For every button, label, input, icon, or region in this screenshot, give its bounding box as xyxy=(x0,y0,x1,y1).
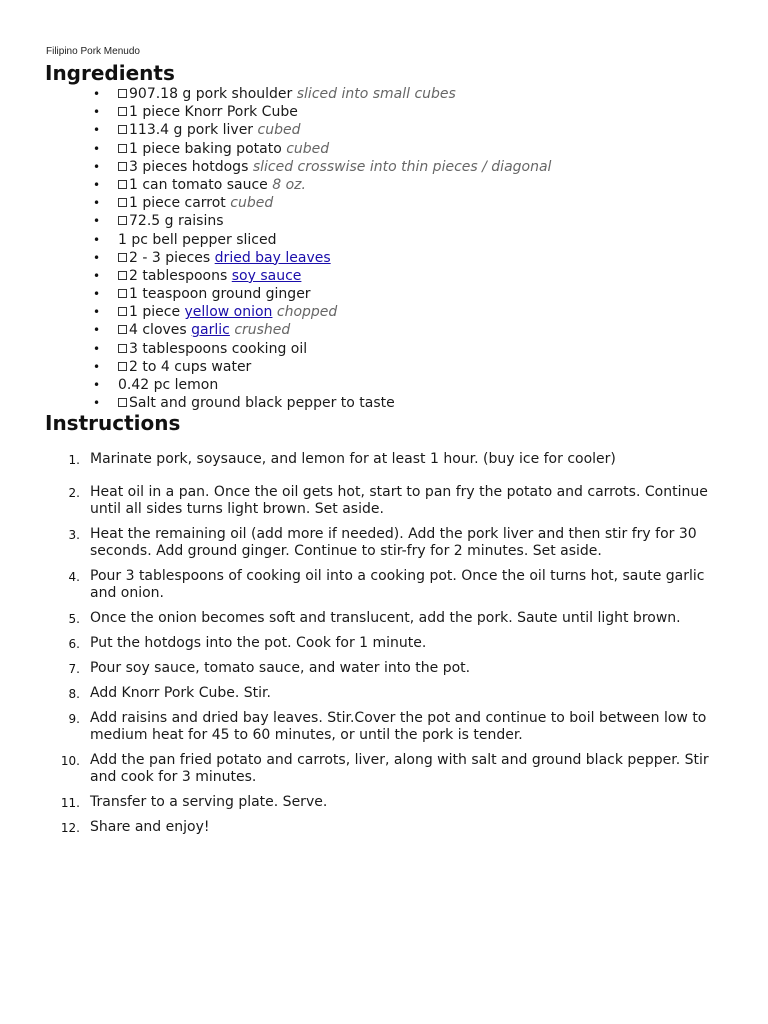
step-text: Put the hotdogs into the pot. Cook for 1 minute. xyxy=(90,635,427,651)
instruction-step xyxy=(0,635,768,652)
step-number: 8. xyxy=(68,687,80,701)
ingredient-text: 1 pc bell pepper sliced xyxy=(118,231,277,248)
step-text: Heat the remaining oil (add more if needed). Add the pork liver and then stir fry for 30 seconds. Add ground ginger. Continue to stir-fry for 2 minutes. Set aside. xyxy=(90,526,697,559)
ingredient-checkbox[interactable] xyxy=(118,253,127,262)
step-text: Add raisins and dried bay leaves. Stir.Cover the pot and continue to boil between low to medium heat for 45 to 60 minutes, or until the pork is tender. xyxy=(90,710,707,743)
ingredient-checkbox[interactable] xyxy=(118,398,127,407)
ingredient-text: 1 piece xyxy=(129,304,185,321)
instruction-step xyxy=(0,526,768,560)
ingredient-text: 4 cloves xyxy=(129,322,192,339)
ingredient-checkbox[interactable] xyxy=(118,162,127,171)
ingredient-text: 2 to 4 cups water xyxy=(129,358,252,375)
ingredient-checkbox[interactable] xyxy=(118,271,127,280)
instructions-heading: Instructions xyxy=(45,411,181,435)
ingredient-text: 2 - 3 pieces xyxy=(129,249,215,266)
step-text: Marinate pork, soysauce, and lemon for at least 1 hour. (buy ice for cooler) xyxy=(90,451,616,467)
ingredient-link[interactable]: garlic xyxy=(191,322,230,339)
ingredient-checkbox[interactable] xyxy=(118,362,127,371)
ingredient-note: crushed xyxy=(234,322,291,339)
step-text: Pour soy sauce, tomato sauce, and water into the pot. xyxy=(90,660,471,676)
ingredient-item xyxy=(0,212,768,230)
ingredient-checkbox[interactable] xyxy=(118,198,127,207)
page-label: Filipino Pork Menudo xyxy=(46,46,140,57)
instruction-step xyxy=(0,484,768,518)
step-text: Pour 3 tablespoons of cooking oil into a cooking pot. Once the oil turns hot, saute garlic and onion. xyxy=(90,568,705,601)
step-number: 6. xyxy=(68,637,80,651)
step-text: Heat oil in a pan. Once the oil gets hot, start to pan fry the potato and carrots. Continue until all sides turns light brown. Set aside. xyxy=(90,484,708,517)
ingredient-text: 1 teaspoon ground ginger xyxy=(129,286,311,303)
ingredient-note: sliced crosswise into thin pieces / diagonal xyxy=(252,158,552,175)
ingredient-item xyxy=(0,121,768,139)
step-number: 11. xyxy=(60,796,80,810)
ingredient-text: 3 tablespoons cooking oil xyxy=(129,340,308,357)
ingredient-checkbox[interactable] xyxy=(118,180,127,189)
ingredient-checkbox[interactable] xyxy=(118,344,127,353)
ingredient-note: 8 oz. xyxy=(272,176,306,193)
instruction-step xyxy=(0,710,768,744)
step-text: Add the pan fried potato and carrots, liver, along with salt and ground black pepper. Stir and cook for 3 minutes. xyxy=(90,752,709,785)
step-number: 5. xyxy=(68,612,80,626)
ingredient-text: 72.5 g raisins xyxy=(129,213,224,230)
step-number: 7. xyxy=(68,662,80,676)
ingredient-link[interactable]: dried bay leaves xyxy=(214,249,331,266)
ingredient-note: sliced into small cubes xyxy=(296,86,456,102)
instruction-step xyxy=(0,819,768,836)
ingredient-link[interactable]: soy sauce xyxy=(231,267,302,284)
instruction-step xyxy=(0,610,768,627)
ingredient-item xyxy=(0,394,768,412)
ingredient-checkbox[interactable] xyxy=(118,125,127,134)
instruction-step xyxy=(0,685,768,702)
ingredient-item xyxy=(0,340,768,358)
ingredient-text: 1 piece baking potato xyxy=(129,140,287,157)
ingredient-checkbox[interactable] xyxy=(118,89,127,98)
ingredient-text: 0.42 pc lemon xyxy=(118,377,219,393)
ingredients-heading: Ingredients xyxy=(45,61,175,85)
ingredient-text: 113.4 g pork liver xyxy=(129,122,258,139)
ingredient-item xyxy=(0,140,768,158)
step-number: 3. xyxy=(68,528,80,542)
ingredient-item xyxy=(0,194,768,212)
ingredient-text: Salt and ground black pepper to taste xyxy=(129,395,395,412)
step-text: Once the onion becomes soft and translucent, add the pork. Saute until light brown. xyxy=(90,610,681,626)
ingredient-checkbox[interactable] xyxy=(118,107,127,116)
ingredient-note: chopped xyxy=(276,304,338,321)
step-number: 12. xyxy=(60,821,80,835)
ingredient-note: cubed xyxy=(230,195,274,212)
ingredient-checkbox[interactable] xyxy=(118,307,127,316)
step-number: 4. xyxy=(68,570,80,584)
ingredient-note: cubed xyxy=(286,140,330,157)
ingredient-text: 907.18 g pork shoulder xyxy=(129,86,297,102)
ingredient-checkbox[interactable] xyxy=(118,325,127,334)
step-number: 2. xyxy=(68,486,80,500)
ingredient-item xyxy=(0,176,768,194)
step-number: 10. xyxy=(60,754,80,768)
ingredient-item xyxy=(0,358,768,376)
step-text: Share and enjoy! xyxy=(90,819,210,835)
ingredient-item xyxy=(0,303,768,321)
instruction-step xyxy=(0,451,768,468)
instruction-step xyxy=(0,794,768,811)
instructions-list xyxy=(0,451,768,844)
ingredient-item xyxy=(0,249,768,267)
ingredient-item xyxy=(0,85,768,103)
instruction-step xyxy=(0,660,768,677)
ingredient-item xyxy=(0,267,768,285)
ingredient-checkbox[interactable] xyxy=(118,289,127,298)
ingredient-text: 1 can tomato sauce xyxy=(129,176,273,193)
ingredient-checkbox[interactable] xyxy=(118,144,127,153)
ingredient-text: 3 pieces hotdogs xyxy=(129,158,253,175)
ingredient-text: 2 tablespoons xyxy=(129,267,232,284)
ingredient-checkbox[interactable] xyxy=(118,216,127,225)
ingredient-item xyxy=(0,285,768,303)
ingredient-item xyxy=(0,321,768,339)
ingredient-item xyxy=(0,376,768,394)
step-text: Transfer to a serving plate. Serve. xyxy=(90,794,328,810)
step-text: Add Knorr Pork Cube. Stir. xyxy=(90,685,271,701)
instruction-step xyxy=(0,568,768,602)
ingredient-text: 1 piece carrot xyxy=(129,195,231,212)
step-number: 9. xyxy=(68,712,80,726)
ingredient-item xyxy=(0,103,768,121)
ingredients-list xyxy=(0,85,768,412)
ingredient-item xyxy=(0,231,768,249)
ingredient-link[interactable]: yellow onion xyxy=(184,304,273,321)
ingredient-text: 1 piece Knorr Pork Cube xyxy=(129,104,298,121)
ingredient-item xyxy=(0,158,768,176)
instruction-step xyxy=(0,752,768,786)
step-number: 1. xyxy=(68,453,80,467)
ingredient-note: cubed xyxy=(257,122,301,139)
